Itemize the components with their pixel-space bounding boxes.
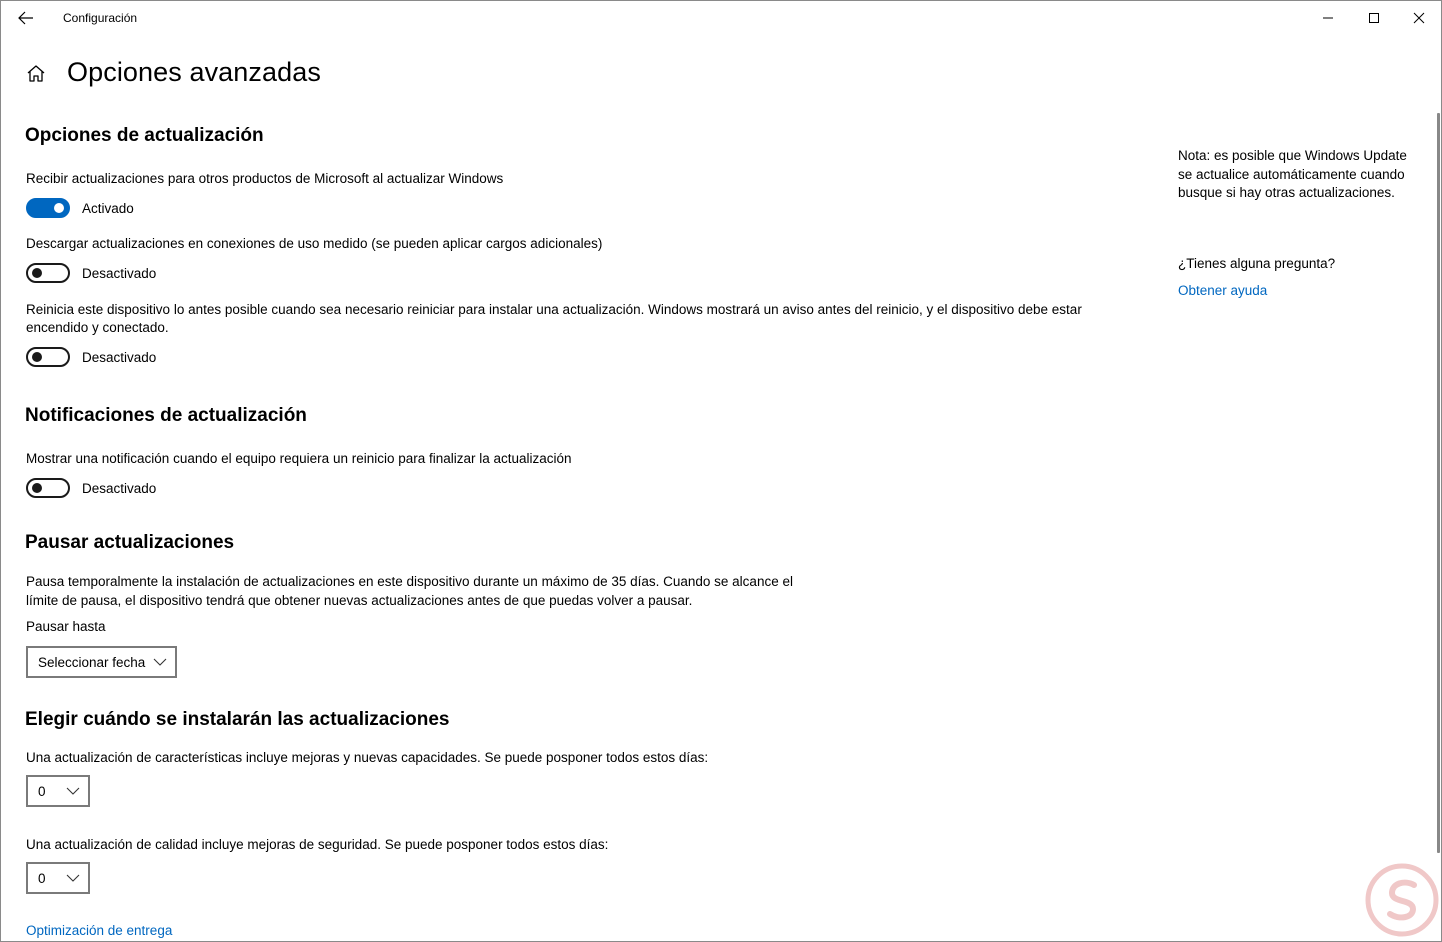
- quality-update-defer-select[interactable]: [26, 862, 90, 894]
- maximize-icon: [1368, 12, 1380, 24]
- section-title-notifications: Notificaciones de actualización: [25, 405, 307, 426]
- pause-until-select[interactable]: [26, 646, 177, 678]
- aside-note-line3: busque si hay otras actualizaciones.: [1178, 185, 1395, 200]
- feature-update-defer-select[interactable]: [26, 775, 90, 807]
- aside-note-line2: se actualice automáticamente cuando: [1178, 167, 1405, 182]
- scrollbar[interactable]: [1437, 113, 1440, 853]
- pause-description-line1: Pausa temporalmente la instalación de actualizaciones en este dispositivo durante un máximo de 35 días. Cuando se alcance el: [26, 574, 793, 589]
- section-title-update-options: Opciones de actualización: [25, 125, 264, 146]
- option-description-other-products: Recibir actualizaciones para otros productos de Microsoft al actualizar Windows: [26, 171, 504, 186]
- toggle-knob: [32, 268, 42, 278]
- pause-until-label: Pausar hasta: [26, 619, 106, 634]
- chevron-down-icon: [153, 657, 167, 667]
- section-title-defer: Elegir cuándo se instalarán las actualizaciones: [25, 709, 450, 730]
- toggle-other-products[interactable]: [26, 198, 70, 218]
- select-value: 0: [38, 783, 46, 799]
- select-value: 0: [38, 870, 46, 886]
- minimize-button[interactable]: [1305, 1, 1351, 35]
- toggle-restart-notification[interactable]: [26, 478, 70, 498]
- toggle-metered-connections[interactable]: [26, 263, 70, 283]
- chevron-down-icon: [66, 873, 80, 883]
- app-title: Configuración: [63, 11, 138, 25]
- toggle-state-label: Activado: [82, 201, 134, 216]
- option-description-restart-notification: Mostrar una notificación cuando el equipo requiera un reinicio para finalizar la actualización: [26, 451, 572, 466]
- toggle-knob: [54, 203, 64, 213]
- aside-note-line1: Nota: es posible que Windows Update: [1178, 148, 1407, 163]
- maximize-button[interactable]: [1351, 1, 1397, 35]
- option-description-metered: Descargar actualizaciones en conexiones de uso medido (se pueden aplicar cargos adicionales): [26, 236, 603, 251]
- toggle-knob: [32, 352, 42, 362]
- pause-description-line2: límite de pausa, el dispositivo tendrá que obtener nuevas actualizaciones antes de que puedas volver a pausar.: [26, 593, 693, 608]
- back-button[interactable]: [9, 3, 43, 33]
- section-title-pause: Pausar actualizaciones: [25, 532, 235, 553]
- delivery-optimization-link[interactable]: Optimización de entrega: [26, 923, 173, 938]
- toggle-state-label: Desactivado: [82, 266, 157, 281]
- toggle-restart-asap[interactable]: [26, 347, 70, 367]
- home-icon: [25, 63, 47, 85]
- toggle-knob: [32, 483, 42, 493]
- toggle-state-label: Desactivado: [82, 350, 157, 365]
- aside-question: ¿Tienes alguna pregunta?: [1178, 256, 1336, 271]
- close-button[interactable]: [1396, 1, 1442, 35]
- toggle-state-label: Desactivado: [82, 481, 157, 496]
- back-arrow-icon: [18, 11, 34, 25]
- chevron-down-icon: [66, 786, 80, 796]
- option-description-restart-line2: encendido y conectado.: [26, 320, 169, 335]
- minimize-icon: [1322, 12, 1334, 24]
- title-bar: [1, 1, 1441, 35]
- select-value: Seleccionar fecha: [38, 654, 146, 670]
- close-icon: [1413, 12, 1425, 24]
- home-button[interactable]: [25, 63, 47, 85]
- watermark-logo: [1365, 863, 1439, 937]
- feature-update-description: Una actualización de características incluye mejoras y nuevas capacidades. Se puede posponer todos estos días:: [26, 750, 709, 765]
- get-help-link[interactable]: Obtener ayuda: [1178, 283, 1268, 298]
- page-title: Opciones avanzadas: [67, 57, 321, 87]
- quality-update-description: Una actualización de calidad incluye mejoras de seguridad. Se puede posponer todos estos días:: [26, 837, 609, 852]
- option-description-restart-line1: Reinicia este dispositivo lo antes posible cuando sea necesario reiniciar para instalar una actualización. Windows mostrará un aviso antes del reinicio, y el dispositivo debe estar: [26, 302, 1082, 317]
